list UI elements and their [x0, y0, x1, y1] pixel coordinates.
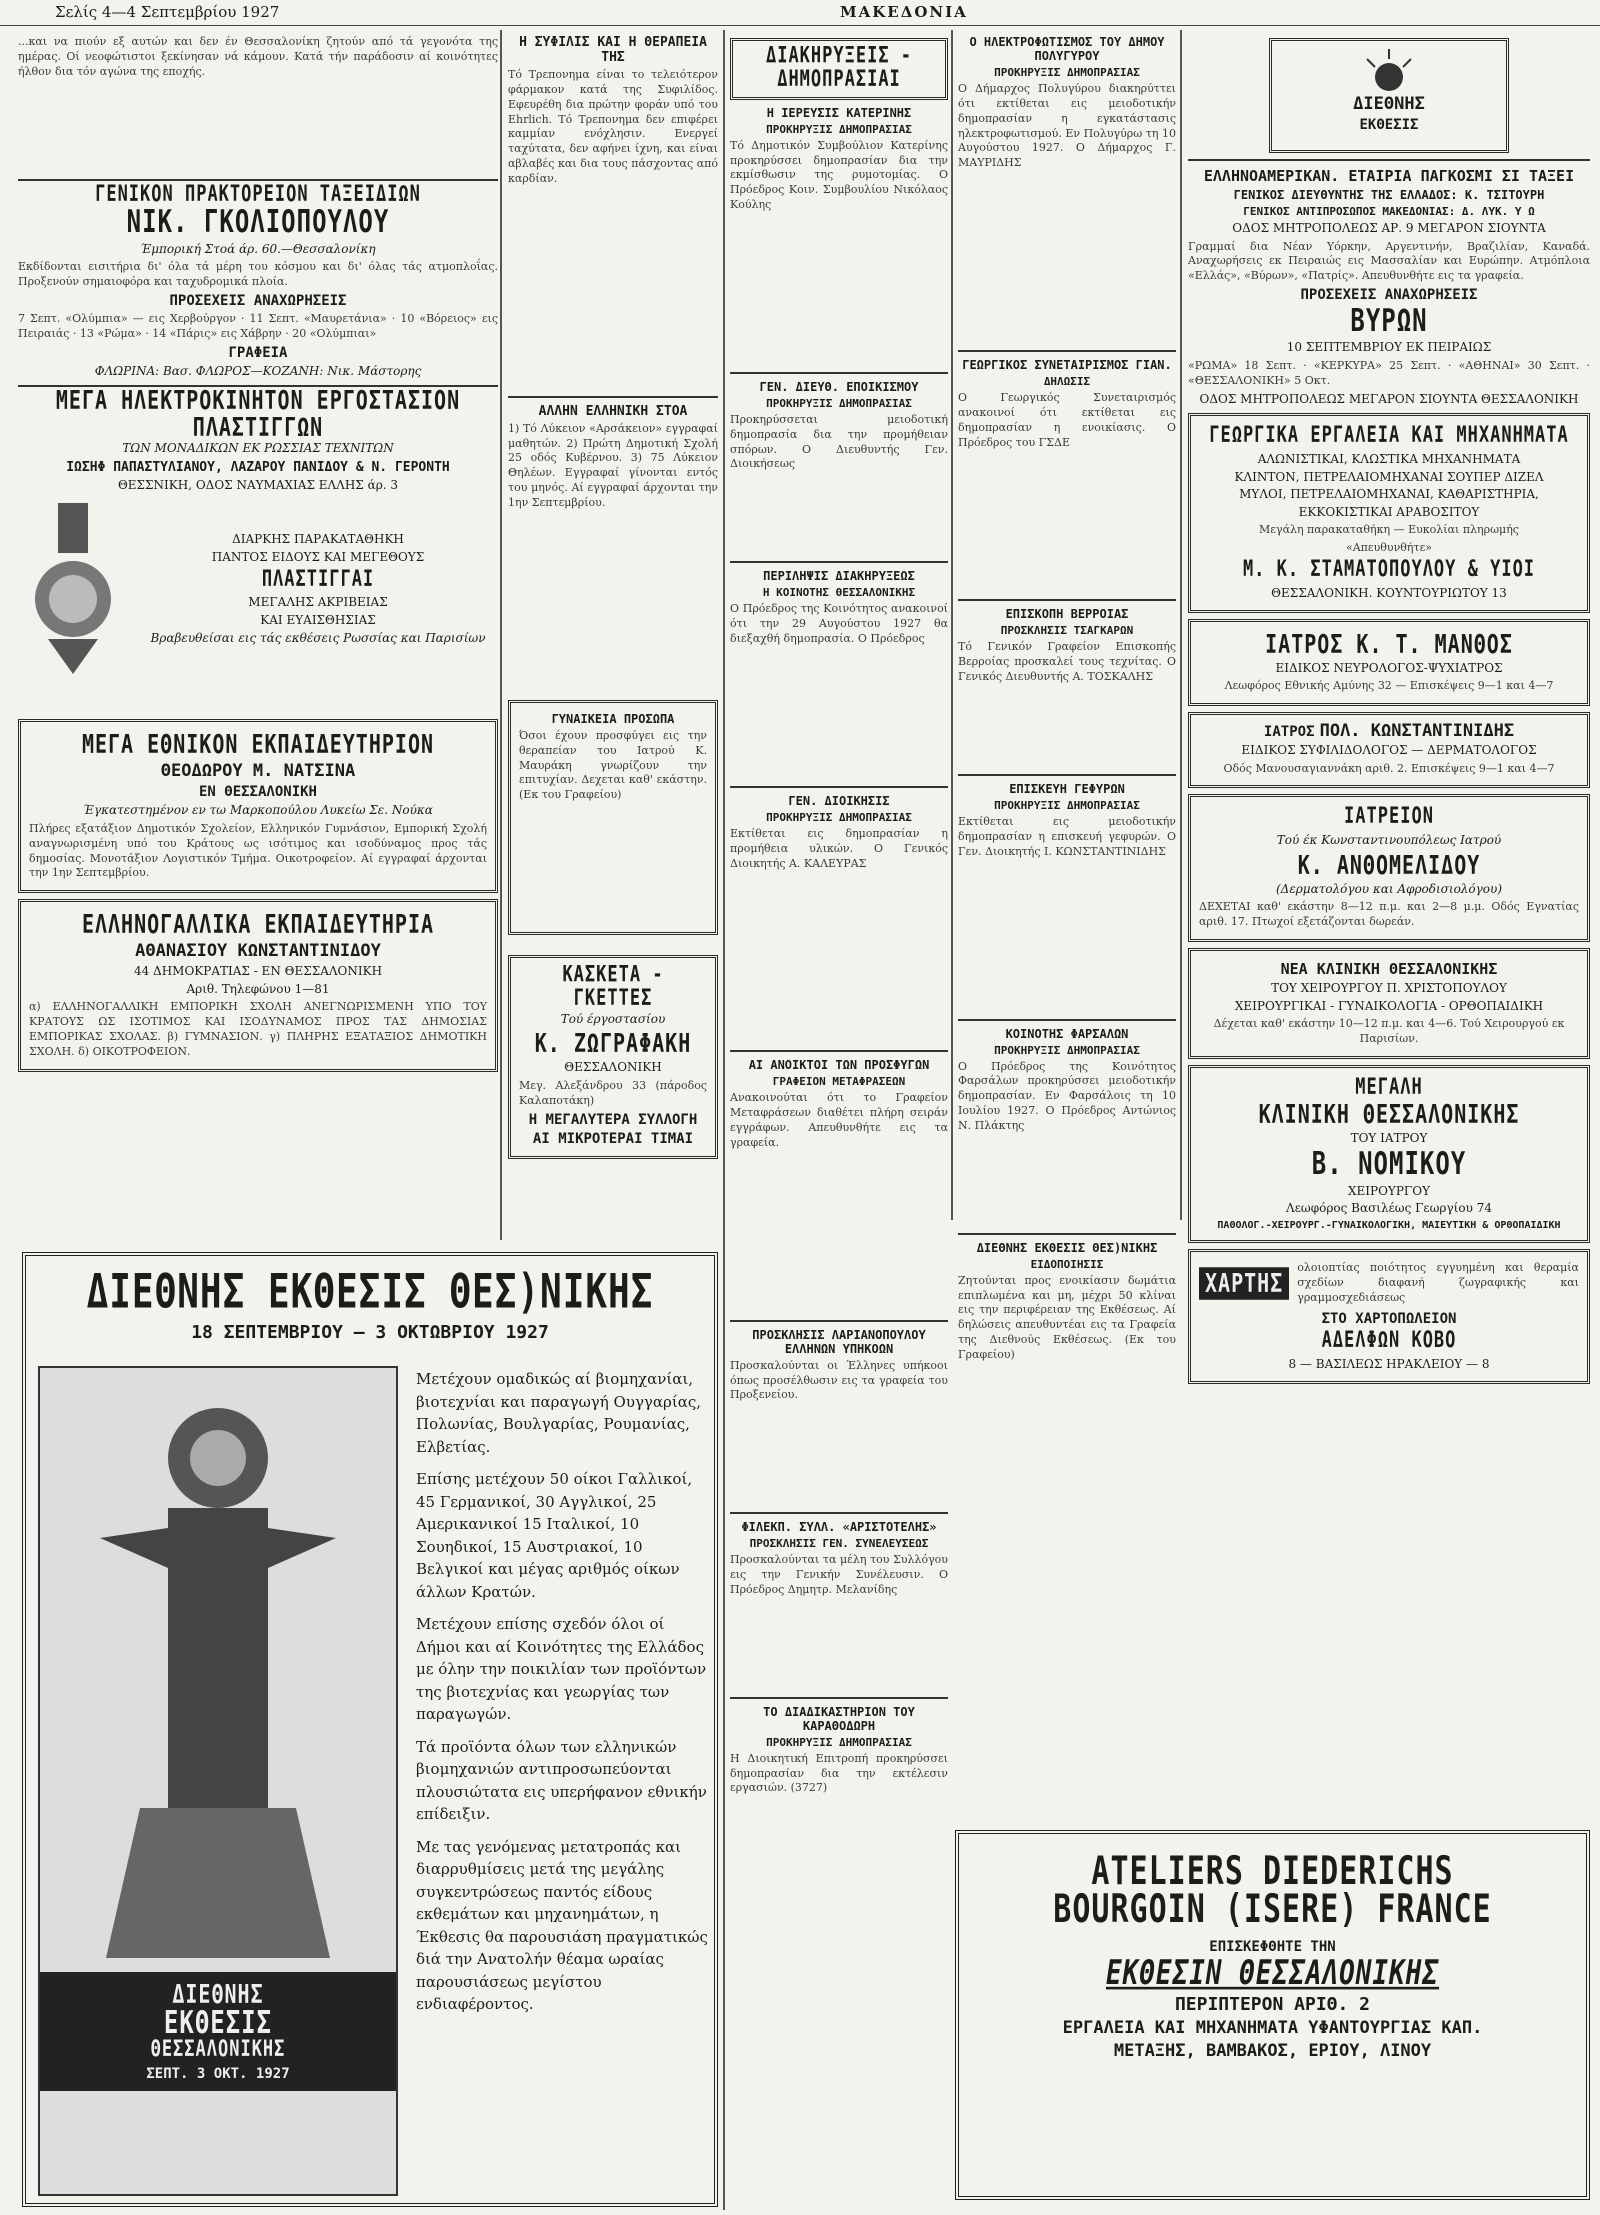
notice-club: [730, 1520, 948, 1691]
tools-t4: ΕΚΚΟΚΙΣΤΙΚΑΙ ΑΡΑΒΟΣΙΤΟΥ: [1298, 504, 1480, 519]
anth-sub: Τού έκ Κωνσταντινουπόλεως Ιατρού: [1276, 833, 1502, 848]
tools-name: Μ. Κ. ΣΤΑΜΑΤΟΠΟΥΛΟΥ & ΥΙΟΙ: [1242, 556, 1536, 583]
scales-ad: [18, 384, 498, 679]
notice-bridges-sub: ΠΡΟΚΗΡΥΞΙΣ ΔΗΜΟΠΡΑΣΙΑΣ: [994, 798, 1140, 812]
manthos-addr: Λεωφόρος Εθνικής Αμύνης 32 — Επισκέψεις 9—1 και 4—7: [1224, 679, 1554, 693]
syph-text: Τό Τρεπονημα είναι το τελειότερον φάρμακον κατά της Συφιλίδος. Εφευρέθη δια πρώτην φοράν υπό του Ehrlich. Τό Τρεπονημα δεν επιφέρει καμμίαν ενόχλησιν. Ενεργεί ταχύτατα, δεν αφήνει ίχνη, και είναι αβλαβές και δια τους πάσχοντας από καρδίαν.: [508, 68, 718, 185]
tools-title: ΓΕΩΡΓΙΚΑ ΕΡΓΑΛΕΙΑ ΚΑΙ ΜΗΧΑΝΗΜΑΤΑ: [1209, 422, 1569, 449]
nomikou-addr: Λεωφόρος Βασιλέως Γεωργίου 74: [1286, 1201, 1492, 1216]
expo-dates: 18 ΣΕΠΤΕΜΒΡΙΟΥ — 3 ΟΚΤΩΒΡΙΟΥ 1927: [191, 1321, 549, 1343]
caps-ad: [508, 955, 718, 1159]
notice-bridges-text: Εκτίθεται εις μειοδοτικήν δημοπρασίαν η επισκευή γεφυρών. Ο Γεν. Διοικητής Ι. ΚΩΝΣΤΑΝΤΙΝΙΔΗΣ: [958, 814, 1176, 858]
notice-polygyros: [958, 35, 1176, 344]
notice-community-sub: Η ΚΟΙΝΟΤΗΣ ΘΕΣΣΑΛΟΝΙΚΗΣ: [762, 586, 916, 600]
tools-t3: ΜΥΛΟΙ, ΠΕΤΡΕΛΑΙΟΜΗΧΑΝΑΙ, ΚΑΘΑΡΙΣΤΗΡΙΑ,: [1239, 487, 1539, 502]
died-l7: ΜΕΤΑΞΗΣ, ΒΑΜΒΑΚΟΣ, ΕΡΙΟΥ, ΛΙΝΟΥ: [1113, 2041, 1432, 2062]
notice-farsala-head: ΚΟΙΝΟΤΗΣ ΦΑΡΣΑΛΩΝ: [1005, 1026, 1129, 1041]
expo-logo: [1269, 38, 1509, 153]
expo-p4: Τά προϊόντα όλων των ελληνικών βιομηχανιών αντιπροσωπεύονται πλουσιώτατα εις υπερήφανον εθνικήν επίδειξιν.: [416, 1737, 707, 1823]
notice-katerini-head: Η ΙΕΡΕΥΣΙΣ ΚΑΤΕΡΙΝΗΣ: [766, 105, 912, 120]
expo-p1: Μετέχουν ομαδικώς αί βιομηχανίαι, βιοτεχνίαι και παραγωγή Ουγγαρίας, Πολωνίας, Βουλγαρίας, Ρουμανίας, Ελβετίας.: [416, 1370, 701, 1456]
tools-t2: ΚΛΙΝΤΟΝ, ΠΕΤΡΕΛΑΙΟΜΗΧΑΝΑΙ ΣΟΥΠΕΡ ΔΙΖΕΛ: [1234, 469, 1544, 484]
greekfrench-addr: 44 ΔΗΜΟΚΡΑΤΙΑΣ - ΕΝ ΘΕΣΣΑΛΟΝΙΚΗ: [133, 964, 383, 979]
clinic-spec: ΧΕΙΡΟΥΡΓΙΚΑΙ - ΓΥΝΑΙΚΟΛΟΓΙΑ - ΟΡΘΟΠΑΙΔΙΚΗ: [1234, 998, 1544, 1013]
notice-verria-head: ΕΠΙΣΚΟΠΗ ΒΕΡΡΟΙΑΣ: [1005, 607, 1129, 622]
konst-sub: ΕΙΔΙΚΟΣ ΣΥΦΙΛΙΔΟΛΟΓΟΣ — ΔΕΡΜΑΤΟΛΟΓΟΣ: [1241, 742, 1537, 757]
manthos-sub: ΕΙΔΙΚΟΣ ΝΕΥΡΟΛΟΓΟΣ-ΨΥΧΙΑΤΡΟΣ: [1275, 660, 1503, 675]
expo-p3: Μετέχουν επίσης σχεδόν όλοι οί Δήμοι και αί Κοινότητες της Ελλάδος με όλην την ποικιλίαν των προϊόντων της βιοτεχνίας και γεωργίας των παραγωγών.: [416, 1615, 707, 1723]
natsina-name: ΘΕΟΔΩΡΟΥ Μ. ΝΑΤΣΙΝΑ: [160, 761, 356, 782]
scales-l1: ΔΙΑΡΚΗΣ ΠΑΡΑΚΑΤΑΘΗΚΗ: [232, 532, 404, 547]
notice-community-head: ΠΕΡΙΛΗΨΙΣ ΔΙΑΚΗΡΥΞΕΩΣ: [763, 569, 915, 584]
notice-court-head: ΤΟ ΔΙΑΔΙΚΑΣΤΗΡΙΟΝ ΤΟΥ ΚΑΡΑΘΟΔΩΡΗ: [763, 1704, 915, 1733]
greekfrench-tel: Αριθ. Τηλεφώνου 1—81: [186, 981, 330, 996]
caps-l1: Η ΜΕΓΑΛΥΤΕΡΑ ΣΥΛΛΟΓΗ: [528, 1111, 698, 1128]
syph-title: Η ΣΥΦΙΛΙΣ ΚΑΙ Η ΘΕΡΑΠΕΙΑ ΤΗΣ: [519, 35, 707, 65]
notice-admin-head: ΓΕΝ. ΔΙΟΙΚΗΣΙΣ: [788, 793, 890, 808]
amer-line-ad: [1188, 167, 1590, 407]
anth-name: Κ. ΑΝΘΟΜΕΛΙΔΟΥ: [1297, 849, 1481, 881]
notice-bridges-head: ΕΠΙΣΚΕΥΗ ΓΕΦΥΡΩΝ: [1009, 781, 1125, 796]
caps-l2: ΑΙ ΜΙΚΡΟΤΕΡΑΙ ΤΙΜΑΙ: [532, 1130, 694, 1147]
natsina-addr: Έγκατεστημένον εν τω Μαρκοπούλου Λυκείω Σε. Νούκα: [83, 803, 433, 818]
paper-text: ολοιοπτίας ποιότητος εγγυημένη και θεραμία σχεδίων διαφανή ζωγραφικής και γραμμοσχεδιάσεως: [1297, 1260, 1579, 1304]
notice-settlement-head: ΓΕΝ. ΔΙΕΥΘ. ΕΠΟΙΚΙΣΜΟΥ: [759, 379, 919, 394]
greekfrench-title: ΕΛΛΗΝΟΓΑΛΛΙΚΑ ΕΚΠΑΙΔΕΥΤΗΡΙΑ: [81, 908, 435, 940]
greekfrench-name: ΑΘΑΝΑΣΙΟΥ ΚΩΝΣΤΑΝΤΙΝΙΔΟΥ: [135, 941, 381, 962]
amer-sub: ΓΕΝΙΚΟΣ ΔΙΕΥΘΥΝΤΗΣ ΤΗΣ ΕΛΛΑΔΟΣ: Κ. ΤΣΙΤΟΥΡΗ: [1233, 188, 1545, 202]
notice-refugees: [730, 1058, 948, 1313]
poster-l1: ΔΙΕΘΝΗΣ: [172, 1978, 264, 2010]
agency-name: ΝΙΚ. ΓΚΟΛΙΟΠΟΥΛΟΥ: [126, 203, 390, 241]
notice-katerini-text: Τό Δημοτικόν Συμβούλιον Κατερίνης προκηρύσσει δημοπρασίαν δια την εκμίσθωσιν της ρυμοτομίας. Ο Πρόεδρος Κοιν. Συμβουλίου Νικόλαος Κούλης: [730, 138, 948, 212]
scales-owners: ΙΩΣΗΦ ΠΑΠΑΣΤΥΛΙΑΝΟΥ, ΛΑΖΑΡΟΥ ΠΑΝΙΔΟΥ & Ν. ΓΕΡΟΝΤΗ: [66, 459, 450, 475]
amer-date: 10 ΣΕΠΤΕΜΒΡΙΟΥ ΕΚ ΠΕΙΡΑΙΩΣ: [1286, 340, 1492, 355]
died-l5: ΠΕΡΙΠΤΕΡΟΝ ΑΡΙΘ. 2: [1174, 1994, 1371, 2016]
agency-ad: [18, 181, 498, 380]
notice-coop-text: Ο Γεωργικός Συνεταιρισμός ανακοινοί ότι εκτίθεται εις δημοπρασίαν η ενοικίασις. Ο Πρόεδρος του ΓΣΔΕ: [958, 391, 1176, 449]
notice-community: [730, 569, 948, 780]
scales-address: ΘΕΣΣΝΙΚΗ, ΟΔΟΣ ΝΑΥΜΑΧΙΑΣ ΕΛΛΗΣ άρ. 3: [117, 477, 399, 492]
notice-polygyros-sub: ΠΡΟΚΗΡΥΞΙΣ ΔΗΜΟΠΡΑΣΙΑΣ: [994, 66, 1140, 79]
agency-office: ΓΡΑΦΕΙΑ: [228, 344, 288, 361]
manthos-title: ΙΑΤΡΟΣ Κ. Τ. ΜΑΝΘΟΣ: [1265, 627, 1513, 659]
natsina-city: ΕΝ ΘΕΣΣΑΛΟΝΙΚΗ: [198, 784, 317, 801]
poster-l2: ΕΚΘΕΣΙΣ: [163, 2004, 273, 2042]
notices-title: ΔΙΑΚΗΡΥΞΕΙΣ - ΔΗΜΟΠΡΑΣΙΑΙ: [765, 43, 913, 93]
notices-header: [730, 38, 948, 100]
scales-title: ΜΕΓΑ ΗΛΕΚΤΡΟΚΙΝΗΤΟΝ ΕΡΓΟΣΤΑΣΙΟΝ ΠΛΑΣΤΙΓΓΩΝ: [55, 384, 461, 443]
notice-citizens: [730, 1328, 948, 1507]
figure-icon: [40, 1368, 396, 1968]
notice-court: [730, 1705, 948, 1797]
notice-coop-head: ΓΕΩΡΓΙΚΟΣ ΣΥΝΕΤΑΙΡΙΣΜΟΣ ΓΙΑΝ.: [962, 358, 1172, 373]
tools-addr: ΘΕΣΣΑΛΟΝΙΚΗ. ΚΟΥΝΤΟΥΡΙΩΤΟΥ 13: [1271, 585, 1507, 600]
stoa-title: ΑΛΛΗΝ ΕΛΛΗΝΙΚΗ ΣΤΟΑ: [538, 403, 688, 419]
lower-fill: [958, 1226, 1588, 1826]
notice-farsala-sub: ΠΡΟΚΗΡΥΞΙΣ ΔΗΜΟΠΡΑΣΙΑΣ: [994, 1043, 1140, 1057]
died-l3: ΕΠΙΣΚΕΦΘΗΤΕ ΤΗΝ: [1209, 1939, 1336, 1955]
paper-name: ΑΔΕΛΦΩΝ ΚΟΒΟ: [1321, 1328, 1457, 1355]
nomikou-name: Β. ΝΟΜΙΚΟΥ: [1311, 1146, 1467, 1183]
notice-farsala: [958, 1027, 1176, 1227]
notice-club-text: Προσκαλούνται τα μέλη του Συλλόγου εις την Γενικήν Συνέλευσιν. Ο Πρόεδρος Δημητρ. Μελανίδης: [730, 1553, 948, 1596]
notice-admin: [730, 794, 948, 1045]
amer-ship: ΒΥΡΩΝ: [1350, 302, 1428, 340]
diederichs-ad: [955, 1830, 1590, 2200]
poster-l3: ΘΕΣΣΑΛΟΝΙΚΗΣ: [150, 2036, 286, 2063]
paper-addr: 8 — ΒΑΣΙΛΕΩΣ ΗΡΑΚΛΕΙΟΥ — 8: [1288, 1357, 1490, 1372]
agency-address: Έμπορική Στοά άρ. 60.—Θεσσαλονίκη: [140, 241, 376, 256]
tools-t1: ΑΛΩΝΙΣΤΙΚΑΙ, ΚΛΩΣΤΙΚΑ ΜΗΧΑΝΗΜΑΤΑ: [1257, 452, 1521, 467]
tools-ad: [1188, 413, 1590, 612]
nomikou-t4: ΠΑΘΟΛΟΓ.-ΧΕΙΡΟΥΡΓ.-ΓΥΝΑΙΚΟΛΟΓΙΚΗ, ΜΑΙΕΥΤΙΚΗ & ΟΡΘΟΠΑΙΔΙΚΗ: [1217, 1219, 1561, 1231]
doctor-notice: [508, 700, 718, 935]
notice-coop: [958, 358, 1176, 593]
notice-bridges: [958, 782, 1176, 1013]
caps-title: ΚΑΣΚΕΤΑ - ΓΚΕΤΤΕΣ: [562, 962, 664, 1012]
anth-spec: (Δερματολόγου και Αφροδισιολόγου): [1275, 881, 1503, 896]
agency-sub: ΠΡΟΣΕΧΕΙΣ ΑΝΑΧΩΡΗΣΕΙΣ: [169, 292, 347, 309]
notice-verria: [958, 607, 1176, 768]
anth-title: ΙΑΤΡΕΙΟΝ: [1344, 804, 1434, 831]
new-clinic-ad: [1188, 948, 1590, 1059]
masthead: ΜΑΚΕΔΟΝΙΑ: [840, 3, 968, 21]
died-l2: BOURGOIN (ISERE) FRANCE: [1053, 1886, 1492, 1932]
notice-expo-sub: ΕΙΔΟΠΟΙΗΣΙΣ: [1030, 1257, 1104, 1271]
scales-l2: ΠΑΝΤΟΣ ΕΙΔΟΥΣ ΚΑΙ ΜΕΓΕΘΟΥΣ: [211, 550, 425, 564]
notice-refugees-head: ΑΙ ΑΝΟΙΚΤΟΙ ΤΩΝ ΠΡΟΣΦΥΓΩΝ: [748, 1058, 930, 1073]
scales-l3: ΠΛΑΣΤΙΓΓΑΙ: [261, 566, 375, 593]
clinic-text: Δέχεται καθ' εκάστην 10—12 π.μ. και 4—6. Τού Χειρουργού εκ Παρισίων.: [1213, 1017, 1565, 1046]
amer-agent: ΓΕΝΙΚΟΣ ΑΝΤΙΠΡΟΣΩΠΟΣ ΜΑΚΕΔΟΝΙΑΣ: Δ. ΛΥΚ. Υ Ω: [1243, 205, 1535, 218]
greekfrench-items: α) ΕΛΛΗΝΟΓΑΛΛΙΚΗ ΕΜΠΟΡΙΚΗ ΣΧΟΛΗ ΑΝΕΓΝΩΡΙΣΜΕΝΗ ΥΠΟ ΤΟΥ ΚΡΑΤΟΥΣ ΩΣ ΙΣΟΤΙΜΟΣ ΚΑΙ ΙΣΟΔΥΝΑΜΟΣ ΠΡΟΣ ΤΑΣ ΔΗΜΟΣΙΑΣ ΕΜΠΟΡΙΚΑΣ ΣΧΟΛΑΣ. β) ΓΥΜΝΑΣΙΟΝ. γ) ΠΛΗΡΗΣ ΕΞΑΤΑΞΙΟΣ ΔΗΜΟΤΙΚΗ ΣΧΟΛΗ. δ) ΟΙΚΟΤΡΟΦΕΙΟΝ.: [29, 1000, 487, 1058]
caps-addr: Μεγ. Αλεξάνδρου 33 (πάροδος Καλαποτάκη): [519, 1078, 707, 1107]
manthos-ad: [1188, 619, 1590, 706]
nomikou-clinic-ad: [1188, 1065, 1590, 1243]
notice-citizens-text: Προσκαλούνται οι Έλληνες υπήκοοι όπως προσέλθωσιν εις τα γραφεία του Προξενείου.: [730, 1358, 948, 1402]
scales-sub: ΤΩΝ ΜΟΝΑΔΙΚΩΝ ΕΚ ΡΩΣΣΙΑΣ ΤΕΧΝΙΤΩΝ: [122, 441, 394, 456]
expo-poster: [38, 1366, 398, 2196]
notice-expo-text: Ζητούνται προς ενοικίασιν δωμάτια επιπλωμένα και μη, μέχρι 50 κλίναι εις την περιφέρειαν της Εκθέσεως. Αί δηλώσεις απευθυντέαι εις τα Γραφεία της Διεθνούς Εκθέσεως. (Εκ του Γραφείου): [958, 1273, 1176, 1361]
caps-sub: Τού έργοστασίου: [560, 1011, 666, 1026]
amer-sub2: ΠΡΟΣΕΧΕΙΣ ΑΝΑΧΩΡΗΣΕΙΣ: [1300, 287, 1478, 304]
tools-t6: «Απευθυνθήτε»: [1345, 541, 1432, 555]
notice-katerini: [730, 106, 948, 366]
tools-t5: Μεγάλη παρακαταθήκη — Ευκολίαι πληρωμής: [1259, 523, 1519, 537]
medal-icon: [18, 499, 128, 679]
notice-expo-head: ΔΙΕΘΝΗΣ ΕΚΘΕΣΙΣ ΘΕΣ)ΝΙΚΗΣ: [976, 1240, 1158, 1255]
clinic-sub: ΤΟΥ ΧΕΙΡΟΥΡΓΟΥ Π. ΧΡΙΣΤΟΠΟΥΛΟΥ: [1271, 981, 1507, 996]
anthomelidou-ad: [1188, 794, 1590, 942]
issue-date: Σελίς 4—4 Σεπτεμβρίου 1927: [55, 3, 280, 21]
konst-title: ΠΟΛ. ΚΩΝΣΤΑΝΤΙΝΙΔΗΣ: [1319, 720, 1515, 741]
notice-settlement-text: Προκηρύσσεται μειοδοτική δημοπρασία δια την προμήθειαν σπόρων. Ο Διευθυντής Γεν. Διοικήσεως: [730, 412, 948, 471]
notice-polygyros-head: Ο ΗΛΕΚΤΡΟΦΩΤΙΣΜΟΣ ΤΟΥ ΔΗΜΟΥ ΠΟΛΥΓΥΡΟΥ: [969, 35, 1165, 63]
nomikou-t3: ΤΟΥ ΙΑΤΡΟΥ: [1350, 1130, 1428, 1145]
died-l1: ATELIERS DIEDERICHS: [1091, 1848, 1454, 1895]
notice-club-sub: ΠΡΟΣΚΛΗΣΙΣ ΓΕΝ. ΣΥΝΕΛΕΥΣΕΩΣ: [749, 1537, 929, 1551]
agency-title: ΓΕΝΙΚΟΝ ΠΡΑΚΤΟΡΕΙΟΝ ΤΑΞΕΙΔΙΩΝ: [95, 181, 421, 208]
caps-name: Κ. ΖΩΓΡΑΦΑΚΗ: [534, 1027, 692, 1059]
column-3: [730, 32, 948, 2212]
amer-t2: «ΡΩΜΑ» 18 Σεπτ. · «ΚΕΡΚΥΡΑ» 25 Σεπτ. · «ΑΘΗΝΑΙ» 30 Σεπτ. · «ΘΕΣΣΑΛΟΝΙΚΗ» 5 Οκτ.: [1188, 358, 1590, 387]
amer-text: Γραμμαί δια Νέαν Υόρκην, Αργεντινήν, Βραζιλίαν, Καναδά. Αναχωρήσεις εκ Πειραιώς εις Μασσαλίαν και Ευρώπην. Ατμόπλοια «Ελλάς», «Βύρων», «Πατρίς». Απευθυνθήτε εις τα γραφεία.: [1188, 239, 1590, 283]
konstantinidis-ad: [1188, 712, 1590, 788]
paper-title: ΧΑΡΤΗΣ: [1199, 1267, 1289, 1300]
caps-city: ΘΕΣΣΑΛΟΝΙΚΗ: [564, 1060, 662, 1075]
anth-text: ΔΕΧΕΤΑΙ καθ' εκάστην 8—12 π.μ. και 2—8 μ.μ. Οδός Εγνατίας αριθ. 17. Πτωχοί εξετάζονται δωρεάν.: [1199, 900, 1579, 929]
died-l4: ΕΚΘΕΣΙΝ ΘΕΣΣΑΛΟΝΙΚΗΣ: [1105, 1954, 1440, 1994]
expo-title: ΔΙΕΘΝΗΣ ΕΚΘΕΣΙΣ ΘΕΣ)ΝΙΚΗΣ: [86, 1265, 654, 1320]
expo-ad: [22, 1252, 718, 2207]
konst-pre: ΙΑΤΡΟΣ: [1263, 723, 1315, 740]
notice-verria-text: Τό Γενικόν Γραφείον Επισκοπής Βερροίας προσκαλεί τους τεχνίτας. Ο Γενικός Διευθυντής Α. ΤΟΣΚΑΛΗΣ: [958, 640, 1176, 684]
column-1: [18, 32, 498, 1242]
column-2: [508, 32, 718, 1242]
natsina-text: Πλήρες εξατάξιον Δημοτικόν Σχολείον, Ελληνικόν Γυμνάσιον, Εμπορική Σχολή αναγνωρισμένη υπό του Κράτους ως ισότιμος και ισοδύναμος προς τάς δημοσίας. Μονοτάξιον Λογιστικόν Τμήμα. Οικοτροφείον. Αί εγγραφαί άρχονται την 1ην Σεπτεμβρίου.: [29, 821, 487, 880]
notice-court-sub: ΠΡΟΚΗΡΥΞΙΣ ΔΗΜΟΠΡΑΣΙΑΣ: [766, 1735, 912, 1749]
notice-refugees-text: Ανακοινούται ότι το Γραφείον Μεταφράσεων διαθέτει πλήρη σειράν εγγράφων. Απευθυνθήτε εις τα γραφεία.: [730, 1091, 948, 1149]
expo-p2: Επίσης μετέχουν 50 οίκοι Γαλλικοί, 45 Γερμανικοί, 30 Αγγλικοί, 25 Αμερικανικοί 15 Ιταλικοί, 10 Σουηδικοί, 15 Αυστριακοί, 10 Βελγικοί και μέγας αριθμός οίκων άλλων Κρατών.: [416, 1470, 693, 1601]
expo-p5: Με τας γενόμενας μετατροπάς και διαρρυθμίσεις μετά της μεγάλης συγκεντρώσεως παντός είδους εκθεμάτων και μηχανημάτων, η Έκθεσις θα παρουσιάση πραγματικώς διά την Ανατολήν θέαμα ωραίας παρουσιάσεως μεγίστου ενδιαφέροντος.: [416, 1837, 708, 2013]
logo-l2: ΕΚΘΕΣΙΣ: [1359, 117, 1419, 133]
logo-l1: ΔΙΕΘΝΗΣ: [1353, 94, 1425, 114]
notice-katerini-sub: ΠΡΟΚΗΡΥΞΙΣ ΔΗΜΟΠΡΑΣΙΑΣ: [766, 122, 912, 136]
notice-settlement-sub: ΠΡΟΚΗΡΥΞΙΣ ΔΗΜΟΠΡΑΣΙΑΣ: [766, 396, 912, 410]
intro-text: ...και να πιούν εξ αυτών και δεν έν Θεσσαλονίκη ζητούν από τά γεγονότα της ημέρας. Οί νεοφώτιστοι ξεκίνησαν νά κάμουν. Κατά τήν παράδοσιν αί κοινότητες ήλθον δια τόν αγώνα της εποχής.: [18, 35, 498, 78]
notice-verria-sub: ΠΡΟΣΚΛΗΣΙΣ ΤΣΑΓΚΑΡΩΝ: [1000, 624, 1134, 638]
amer-addr2: ΟΔΟΣ ΜΗΤΡΟΠΟΛΕΩΣ ΜΕΓΑΡΟΝ ΣΙΟΥΝΤΑ ΘΕΣΣΑΛΟΝΙΚΗ: [1199, 391, 1579, 406]
paper-at: ΣΤΟ ΧΑΡΤΟΠΩΛΕΙΟΝ: [1321, 1311, 1457, 1328]
sun-icon: [1359, 47, 1419, 87]
notice-community-text: Ο Πρόεδρος της Κοινότητος ανακοινοί ότι την 29 Αυγούστου 1927 θα διεξαχθή δημοπρασία. Ο Πρόεδρος: [730, 602, 948, 645]
poster-l4: ΣΕΠΤ. 3 ΟΚΤ. 1927: [146, 2066, 290, 2083]
notice-polygyros-text: Ο Δήμαρχος Πολυγύρου διακηρύττει ότι εκτίθεται εις μειοδοτικήν δημοπρασίαν η εγκατάστασις ηλεκτροφωτισμού. Εν Πολυγύρω τη 10 Αυγούστου 1927. Ο Δήμαρχος Γ. ΜΑΥΡΙΔΗΣ: [958, 82, 1176, 170]
doctor-text: Όσοι έχουν προσφύγει εις την θεραπείαν του Ιατρού Κ. Μαυράκη γνωρίζουν την επιτυχίαν. Δεχεται καθ' εκάστην. (Εκ του Γραφείου): [519, 728, 707, 802]
nomikou-spec: ΧΕΙΡΟΥΡΓΟΥ: [1347, 1183, 1431, 1198]
notice-club-head: ΦΙΛΕΚΠ. ΣΥΛΛ. «ΑΡΙΣΤΟΤΕΛΗΣ»: [741, 1520, 937, 1535]
notice-settlement: [730, 380, 948, 555]
notice-admin-text: Εκτίθεται εις δημοπρασίαν η προμήθεια υλικών. Ο Γενικός Διοικητής Α. ΚΑΛΕΥΡΑΣ: [730, 826, 948, 870]
notice-farsala-text: Ο Πρόεδρος της Κοινότητος Φαρσάλων προκηρύσσει μειοδοτικήν δημοπρασίαν. Εν Φαρσάλοις τη 10 Ιουλίου 1927. Ο Πρόεδρος Αντώνιος Ν. Πλάκτης: [958, 1059, 1176, 1132]
scales-l5: ΚΑΙ ΕΥΑΙΣΘΗΣΙΑΣ: [260, 613, 376, 628]
agency-office2: ΦΛΩΡΙΝΑ: Βασ. ΦΛΩΡΟΣ—ΚΟΖΑΝΗ: Νικ. Μάστορης: [94, 363, 422, 378]
scales-l4: ΜΕΓΑΛΗΣ ΑΚΡΙΒΕΙΑΣ: [248, 595, 388, 610]
amer-title: ΕΛΛΗΝΟΑΜΕΡΙΚΑΝ. ΕΤΑΙΡΙΑ ΠΑΓΚΟΣΜΙ ΣΙ ΤΑΞΕΙ: [1203, 167, 1575, 185]
doctor-title: ΓΥΝΑΙΚΕΙΑ ΠΡΟΣΩΠΑ: [551, 711, 675, 726]
agency-text: Εκδίδονται εισιτήρια δι' όλα τά μέρη του κόσμου και δι' όλας τάς ατμοπλοΐας. Προξενούν σημαιοφόρα και ταχυδρομικά πλοία.: [18, 260, 498, 288]
column-4: [958, 32, 1176, 1361]
konstantinidou-school-ad: [18, 899, 498, 1072]
nomikou-t1: ΜΕΓΑΛΗ: [1355, 1074, 1423, 1101]
konst-addr: Οδός Μανουσαγιαννάκη αριθ. 2. Επισκέψεις 9—1 και 4—7: [1223, 761, 1555, 775]
notice-admin-sub: ΠΡΟΚΗΡΥΞΙΣ ΔΗΜΟΠΡΑΣΙΑΣ: [766, 810, 912, 824]
nomikou-t2: ΚΛΙΝΙΚΗ ΘΕΣΣΑΛΟΝΙΚΗΣ: [1258, 1098, 1520, 1130]
agency-schedule: 7 Σεπτ. «Ολύμπια» — εις Χερβούργον · 11 Σεπτ. «Μαυρετάνια» · 10 «Βόρειος» εις Πειραιάς · 13 «Ρώμα» · 14 «Πάρις» εις Χάβρην · 20 «Ολύμπιαι»: [18, 311, 498, 340]
page-header: [0, 0, 1600, 26]
natsina-school-ad: [18, 719, 498, 893]
notice-coop-sub: ΔΗΛΩΣΙΣ: [1043, 375, 1091, 389]
natsina-title: ΜΕΓΑ ΕΘΝΙΚΟΝ ΕΚΠΑΙΔΕΥΤΗΡΙΟΝ: [81, 728, 435, 760]
died-l6: ΕΡΓΑΛΕΙΑ ΚΑΙ ΜΗΧΑΝΗΜΑΤΑ ΥΦΑΝΤΟΥΡΓΙΑΣ ΚΑΠ.: [1062, 2018, 1483, 2039]
column-5: [1188, 32, 1590, 1372]
notice-refugees-sub: ΓΡΑΦΕΙΟΝ ΜΕΤΑΦΡΑΣΕΩΝ: [772, 1075, 906, 1089]
notice-citizens-head: ΠΡΟΣΚΛΗΣΙΣ ΛΑΡΙΑΝΟΠΟΥΛΟΥ ΕΛΛΗΝΩΝ ΥΠΗΚΟΩΝ: [752, 1327, 926, 1356]
stoa-text: 1) Τό Λύκειον «Αρσάκειον» εγγραφαί μαθητών. 2) Πρώτη Δημοτική Σχολή 25 οδός Κυβέρνου. 3) 75 Λύκειον Θηλέων. Εγγραφαί γίνονται εντός του μηνός. Αί εγγραφαί άρχονται την 1ην Σεπτεμβρίου.: [508, 421, 718, 509]
amer-addr: ΟΔΟΣ ΜΗΤΡΟΠΟΛΕΩΣ ΑΡ. 9 ΜΕΓΑΡΟΝ ΣΙΟΥΝΤΑ: [1232, 221, 1546, 235]
notice-court-text: Η Διοικητική Επιτροπή προκηρύσσει δημοπρασίαν δια την εκτέλεσιν εργασιών. (3727): [730, 1751, 948, 1795]
scales-l6: Βραβευθείσαι εις τάς εκθέσεις Ρωσσίας και Παρισίων: [150, 630, 486, 645]
clinic-title: ΝΕΑ ΚΛΙΝΙΚΗ ΘΕΣΣΑΛΟΝΙΚΗΣ: [1280, 960, 1498, 979]
